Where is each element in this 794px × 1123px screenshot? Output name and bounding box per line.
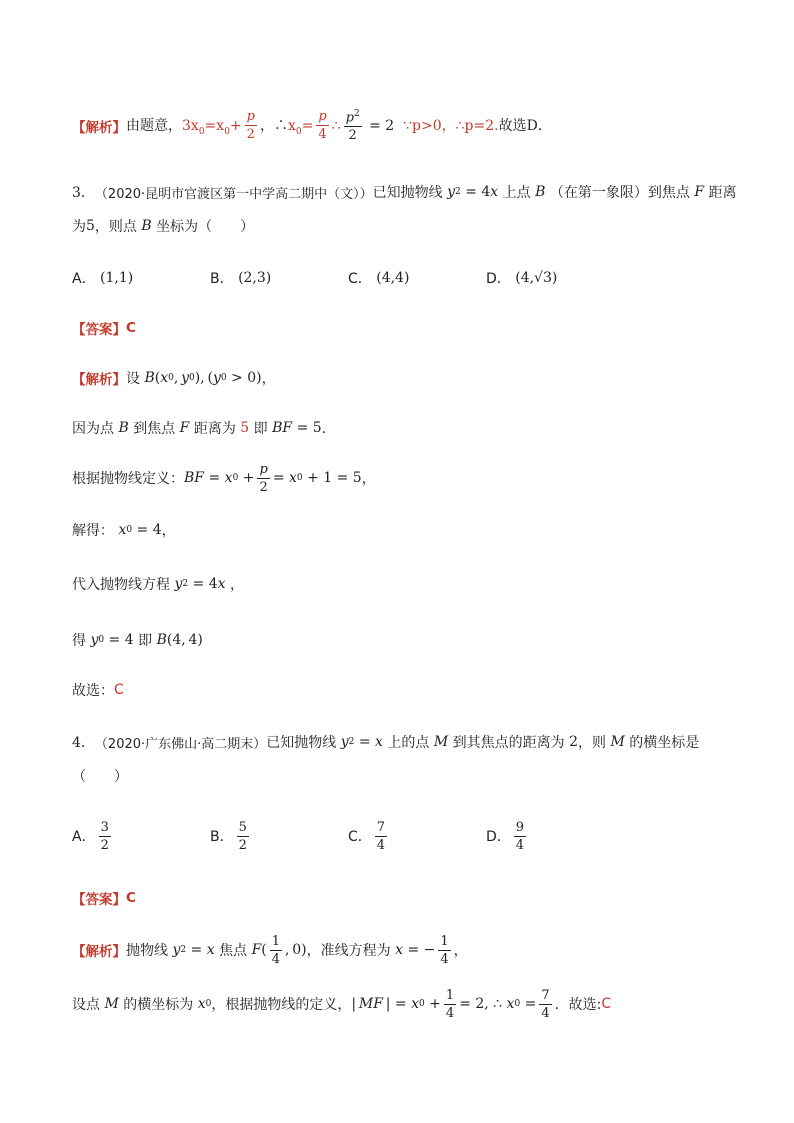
q4-source: （2020·广东佛山·高二期末） — [94, 736, 267, 752]
q3-option-b: B． (2,3) — [210, 270, 272, 287]
q4-stem-line1: 4． （2020·广东佛山·高二期末） 已知抛物线 y 2 = x 上的点 M 到其焦点的距离为 2 ，则 M 的横坐标是 — [72, 734, 700, 752]
q4-stem-line2: （ ） — [72, 769, 128, 785]
q3-answer: 【答案】 C — [72, 320, 136, 338]
q3-source: （2020·昆明市官渡区第一中学高二期中（文）） — [94, 186, 373, 202]
q3-solution-step-1: 【解析】 设 B ( x 0 , y 0 ), ( y 0 > 0) ， — [72, 370, 276, 388]
q3-option-d: D． (4,√3) — [486, 270, 558, 287]
q3-option-a: A． (1,1) — [72, 270, 134, 287]
q3-number: 3． — [72, 185, 95, 201]
q4-number: 4． — [72, 735, 95, 751]
q4-answer: 【答案】 C — [72, 890, 136, 908]
q3-stem-line2: 为 5 ，则点 B 坐标为（ ） — [72, 218, 255, 235]
q4-solution-step-1: 【解析】 抛物线 y 2 = x 焦点 F ( $\frac{1}{4}$ , 0) ，准线方程为 x = − $\frac{1}{4}$ ， — [72, 933, 468, 967]
q3-option-c: C． (4,4) — [348, 270, 410, 287]
intro-solution-text: 由题意，$3x_0=x_0+$ $\frac{p}{2}$ ，$\therefore x_0=$ $\frac{p}{4}$ ∴ $\frac{p^2}{2}$ = 2 ∵p>0，∴p=2.故选D． — [126, 108, 552, 144]
q3-solution-step-6: 得 y 0 = 4 即 B (4, 4) — [72, 632, 203, 649]
q4-answer-value: C — [126, 890, 136, 906]
q4-option-c: C． $\frac{7}{4}$ — [348, 819, 386, 853]
q3-stem-line1: 3． （2020·昆明市官渡区第一中学高二期中（文）） 已知抛物线 y 2 = 4 x 上点 B （在第一象限）到焦点 F 距离 — [72, 184, 737, 202]
q4-solution-step-2: 设点 M 的横坐标为 x 0 ，根据抛物线的定义， | MF | = x 0 + $\frac{1}{4}$ = 2, ∴ x 0 = $\frac{7}{4}$ ．故选: C — [72, 987, 612, 1021]
solution-tag: 【解析】 — [72, 120, 126, 136]
intro-solution — [72, 108, 552, 144]
q3-solution-step-5: 代入抛物线方程 y 2 = 4 x ， — [72, 576, 245, 593]
q3-solution-step-7: 故选： C — [72, 682, 124, 699]
q3-solution-step-4: 解得： x 0 = 4 ， — [72, 522, 176, 539]
q3-answer-value: C — [126, 320, 136, 336]
q4-option-b: B． $\frac{5}{2}$ — [210, 819, 247, 853]
q4-option-a: A． $\frac{3}{2}$ — [72, 819, 109, 853]
q3-solution-step-2: 因为点 B 到焦点 F 距离为 5 即 BF = 5 ． — [72, 420, 336, 437]
q4-option-d: D． $\frac{9}{4}$ — [486, 819, 525, 853]
q3-solution-step-3: 根据抛物线定义： BF = x 0 + $\frac{p}{2}$ = x 0 + 1 = 5 ， — [72, 461, 376, 495]
